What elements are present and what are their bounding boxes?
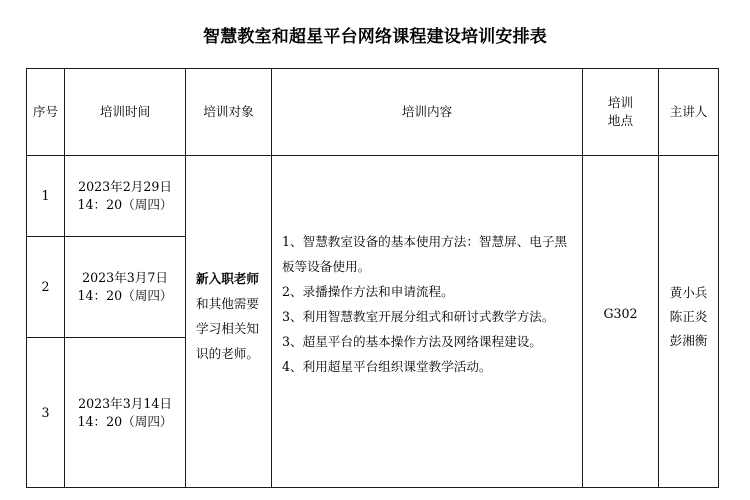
audience-line: 识的老师。 bbox=[196, 345, 259, 361]
row-date: 2023年3月7日 bbox=[82, 270, 168, 285]
audience-cell bbox=[186, 156, 272, 488]
speaker-list bbox=[659, 281, 718, 353]
header-audience: 培训对象 bbox=[186, 69, 272, 156]
speaker-name: 陈正炎 bbox=[669, 308, 708, 324]
audience-line: 和其他需要 bbox=[196, 295, 259, 311]
header-time: 培训时间 bbox=[65, 69, 186, 156]
row-index: 3 bbox=[27, 338, 65, 488]
content-item: 2、录播操作方法和申请流程。 bbox=[282, 283, 454, 299]
row-time-cell bbox=[65, 156, 186, 237]
header-location-line2: 地点 bbox=[607, 113, 634, 128]
audience-line-highlight: 新入职老师 bbox=[196, 270, 259, 286]
content-item: 3、超星平台的基本操作方法及网络课程建设。 bbox=[282, 333, 542, 349]
speaker-cell bbox=[659, 156, 719, 488]
content-item: 4、利用超星平台组织课堂教学活动。 bbox=[282, 358, 492, 374]
header-location-line1: 培训 bbox=[607, 95, 634, 110]
table-row bbox=[27, 156, 719, 237]
training-schedule-table bbox=[26, 68, 719, 488]
content-list bbox=[282, 229, 574, 379]
speaker-name: 黄小兵 bbox=[669, 284, 708, 300]
speaker-name: 彭湘衡 bbox=[669, 332, 708, 348]
content-cell bbox=[272, 156, 583, 488]
header-index: 序号 bbox=[27, 69, 65, 156]
row-time-cell bbox=[65, 237, 186, 338]
row-index: 2 bbox=[27, 237, 65, 338]
header-row bbox=[27, 69, 719, 156]
row-time: 14：20（周四） bbox=[77, 197, 173, 212]
content-item: 3、利用智慧教室开展分组式和研讨式教学方法。 bbox=[282, 308, 555, 324]
row-time: 14：20（周四） bbox=[77, 413, 173, 429]
audience-text bbox=[196, 266, 271, 366]
content-item: 1、智慧教室设备的基本使用方法：智慧屏、电子黑板等设备使用。 bbox=[282, 233, 568, 274]
header-location bbox=[583, 69, 659, 156]
row-time: 14：20（周四） bbox=[77, 288, 173, 303]
row-date: 2023年2月29日 bbox=[78, 179, 172, 194]
header-content: 培训内容 bbox=[272, 69, 583, 156]
location-cell: G302 bbox=[583, 156, 659, 488]
row-date: 2023年3月14日 bbox=[78, 395, 172, 411]
row-time-cell bbox=[65, 338, 186, 488]
row-index: 1 bbox=[27, 156, 65, 237]
header-speaker: 主讲人 bbox=[659, 69, 719, 156]
audience-line: 学习相关知 bbox=[196, 320, 259, 336]
document-title: 智慧教室和超星平台网络课程建设培训安排表 bbox=[203, 27, 547, 47]
